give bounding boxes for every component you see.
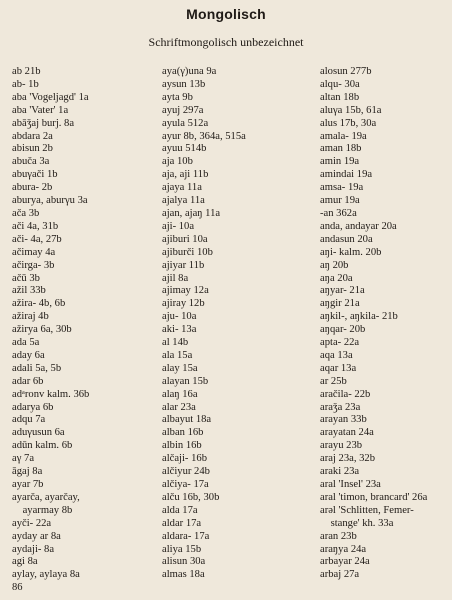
dictionary-entry: amindai 19a: [320, 169, 373, 181]
dictionary-entry: aral 'Insel' 23a: [320, 479, 381, 490]
dictionary-entry: abāǯaj burj. 8a: [12, 117, 75, 129]
dictionary-entry: ada 5a: [12, 337, 40, 349]
dictionary-entry: adarya 6b: [12, 401, 54, 413]
dictionary-entry: aliya 15b: [162, 543, 202, 555]
dictionary-entry: ačū 3b: [12, 272, 40, 284]
dictionary-entry: alčiya- 17a: [162, 479, 209, 490]
dictionary-entry: abuγači 1b: [12, 169, 58, 181]
dictionary-entry: aja 10b: [162, 156, 193, 168]
dictionary-entry: agi 8a: [12, 556, 38, 568]
dictionary-entry: abdara 2a: [12, 130, 53, 142]
dictionary-entry: aydaji- 8a: [12, 543, 55, 555]
dictionary-entry: aγ 7a: [12, 453, 35, 465]
dictionary-entry: alqu- 30a: [320, 78, 360, 90]
dictionary-entry: aran 23b: [320, 530, 357, 542]
dictionary-entry: aqar 13a: [320, 362, 357, 374]
dictionary-entry: alayan 15b: [162, 375, 209, 387]
dictionary-entry: adūn kalm. 6b: [12, 440, 73, 452]
dictionary-entry: anda, andayar 20a: [320, 220, 397, 232]
dictionary-entry: ayula 512a: [162, 117, 209, 129]
dictionary-entry: aysun 13b: [162, 78, 206, 90]
dictionary-entry: ar 25b: [320, 375, 347, 387]
dictionary-entry: aki- 13a: [162, 324, 197, 336]
dictionary-entry: ajaya 11a: [162, 182, 202, 194]
dictionary-entry: aja, aji 11b: [162, 169, 209, 181]
dictionary-entry: aračila- 22b: [320, 388, 371, 400]
dictionary-entry: adqu 7a: [12, 414, 46, 426]
dictionary-entry: aŋi- kalm. 20b: [320, 246, 382, 258]
dictionary-entry: ayday ar 8a: [12, 530, 61, 542]
dictionary-entry: aral 'timon, brancard' 26a: [320, 491, 428, 503]
dictionary-entry: ajiray 12b: [162, 298, 205, 310]
dictionary-entry: aman 18b: [320, 143, 362, 155]
dictionary-entry: ači- 4a, 27b: [12, 233, 62, 245]
dictionary-entry: ayarča, ayarčay,: [12, 491, 80, 503]
dictionary-entry: arayatan 24a: [320, 427, 374, 439]
dictionary-entry: alisun 30a: [162, 556, 206, 568]
dictionary-entry: abisun 2b: [12, 143, 53, 155]
dictionary-entry: alus 17b, 30a: [320, 117, 377, 129]
dictionary-entry: apta- 22a: [320, 337, 360, 349]
dictionary-entry: aŋ 20b: [320, 259, 349, 271]
dictionary-entry: aŋqar- 20b: [320, 324, 366, 336]
dictionary-entry: ajiburči 10b: [162, 246, 213, 258]
section-subtitle: Schriftmongolisch unbezeichnet: [148, 35, 304, 49]
dictionary-entry: adar 6b: [12, 375, 44, 387]
dictionary-entry: ači 4a, 31b: [12, 220, 59, 232]
dictionary-entry: arayan 33b: [320, 414, 367, 426]
dictionary-entry: abura- 2b: [12, 182, 53, 194]
dictionary-entry: amur 19a: [320, 195, 360, 207]
dictionary-entry: aday 6a: [12, 349, 45, 361]
dictionary-entry: arəl 'Schlitten, Femer-: [320, 504, 414, 516]
dictionary-entry: ab- 1b: [12, 78, 39, 90]
dictionary-entry: amsa- 19a: [320, 182, 364, 194]
dictionary-entry: aya(γ)una 9a: [162, 66, 217, 77]
dictionary-entry: alban 16b: [162, 427, 204, 439]
dictionary-entry: ajalya 11a: [162, 195, 205, 207]
dictionary-entry: aju- 10a: [162, 311, 197, 323]
dictionary-entry: ačimay 4a: [12, 246, 56, 258]
dictionary-entry: ažil 33b: [12, 285, 46, 297]
dictionary-entry: aldar 17a: [162, 517, 202, 529]
dictionary-entry: abuča 3a: [12, 156, 50, 168]
dictionary-entry: ačirga- 3b: [12, 259, 55, 271]
dictionary-entry: arayu 23b: [320, 440, 363, 452]
dictionary-entry: aji- 10a: [162, 220, 195, 232]
entry-column-2: [162, 66, 312, 582]
dictionary-entry: ajimay 12a: [162, 285, 209, 297]
dictionary-entry: aqa 13a: [320, 349, 353, 361]
dictionary-entry: aba 'Vater' 1a: [12, 104, 69, 116]
dictionary-entry: araki 23a: [320, 466, 360, 478]
dictionary-entry: almas 18a: [162, 569, 205, 581]
dictionary-entry: ača 3b: [12, 207, 40, 219]
dictionary-entry: ala 15a: [162, 349, 193, 361]
dictionary-entry: ayta 9b: [162, 91, 193, 103]
dictionary-entry: altan 18b: [320, 91, 360, 103]
dictionary-entry: ajil 8a: [162, 272, 189, 284]
dictionary-entry: aŋkil-, aŋkila- 21b: [320, 311, 398, 323]
dictionary-entry: aba 'Vogeljagd' 1a: [12, 91, 89, 103]
dictionary-entry: alču 16b, 30b: [162, 491, 220, 503]
dictionary-entry: ajiburi 10a: [162, 233, 208, 245]
dictionary-entry: ažirya 6a, 30b: [12, 324, 72, 336]
dictionary-entry: aŋgir 21a: [320, 298, 360, 310]
entry-column-3: [320, 66, 450, 582]
dictionary-entry: alay 15a: [162, 362, 198, 374]
dictionary-entry: ayuj 297a: [162, 104, 204, 116]
dictionary-entry: al 14b: [162, 337, 189, 349]
dictionary-entry: arbaj 27a: [320, 569, 360, 581]
dictionary-entry: albayut 18a: [162, 414, 212, 426]
dictionary-entry: ayarmay 8b: [12, 504, 73, 516]
dictionary-entry: aduγusun 6a: [12, 427, 65, 439]
dictionary-entry: aluγa 15b, 61a: [320, 104, 382, 116]
dictionary-entry: amala- 19a: [320, 130, 367, 142]
entry-column-1: [12, 66, 152, 582]
dictionary-entry: alaŋ 16a: [162, 388, 198, 400]
dictionary-entry: adali 5a, 5b: [12, 362, 62, 374]
dictionary-entry: ajiyar 11b: [162, 259, 205, 271]
dictionary-entry: stange' kh. 33a: [320, 517, 394, 529]
dictionary-entry: alčiyur 24b: [162, 466, 210, 478]
dictionary-entry: ayči- 22a: [12, 517, 52, 529]
dictionary-entry: ayar 7b: [12, 479, 44, 490]
dictionary-entry: ažiraj 4b: [12, 311, 49, 323]
dictionary-entry: andasun 20a: [320, 233, 373, 245]
dictionary-entry: ajan, ajaŋ 11a: [162, 207, 221, 219]
dictionary-entry: ab 21b: [12, 66, 41, 77]
dictionary-entry: aylay, aylaya 8a: [12, 569, 80, 581]
dictionary-entry: araǯa 23a: [320, 401, 361, 413]
page-number: 86: [12, 582, 23, 593]
dictionary-entry: aŋyar- 21a: [320, 285, 365, 297]
dictionary-entry: ayuu 514b: [162, 143, 207, 155]
dictionary-entry: ažira- 4b, 6b: [12, 298, 66, 310]
dictionary-entry: albin 16b: [162, 440, 202, 452]
dictionary-entry: alar 23a: [162, 401, 196, 413]
dictionary-entry: alčaji- 16b: [162, 453, 208, 465]
dictionary-entry: aŋa 20a: [320, 272, 353, 284]
dictionary-entry: alosun 277b: [320, 66, 372, 77]
dictionary-entry: amin 19a: [320, 156, 360, 168]
dictionary-entry: ayur 8b, 364a, 515a: [162, 130, 246, 142]
dictionary-entry: aburya, aburγu 3a: [12, 195, 88, 207]
page-title: Mongolisch: [186, 6, 266, 22]
dictionary-entry: -an 362a: [320, 207, 357, 219]
dictionary-entry: adᵃronv kalm. 36b: [12, 388, 90, 400]
dictionary-entry: āgaj 8a: [12, 466, 43, 478]
dictionary-entry: arbayar 24a: [320, 556, 370, 568]
dictionary-entry: araj 23a, 32b: [320, 453, 376, 465]
dictionary-entry: araŋya 24a: [320, 543, 367, 555]
dictionary-entry: alda 17a: [162, 504, 198, 516]
dictionary-entry: aldara- 17a: [162, 530, 210, 542]
